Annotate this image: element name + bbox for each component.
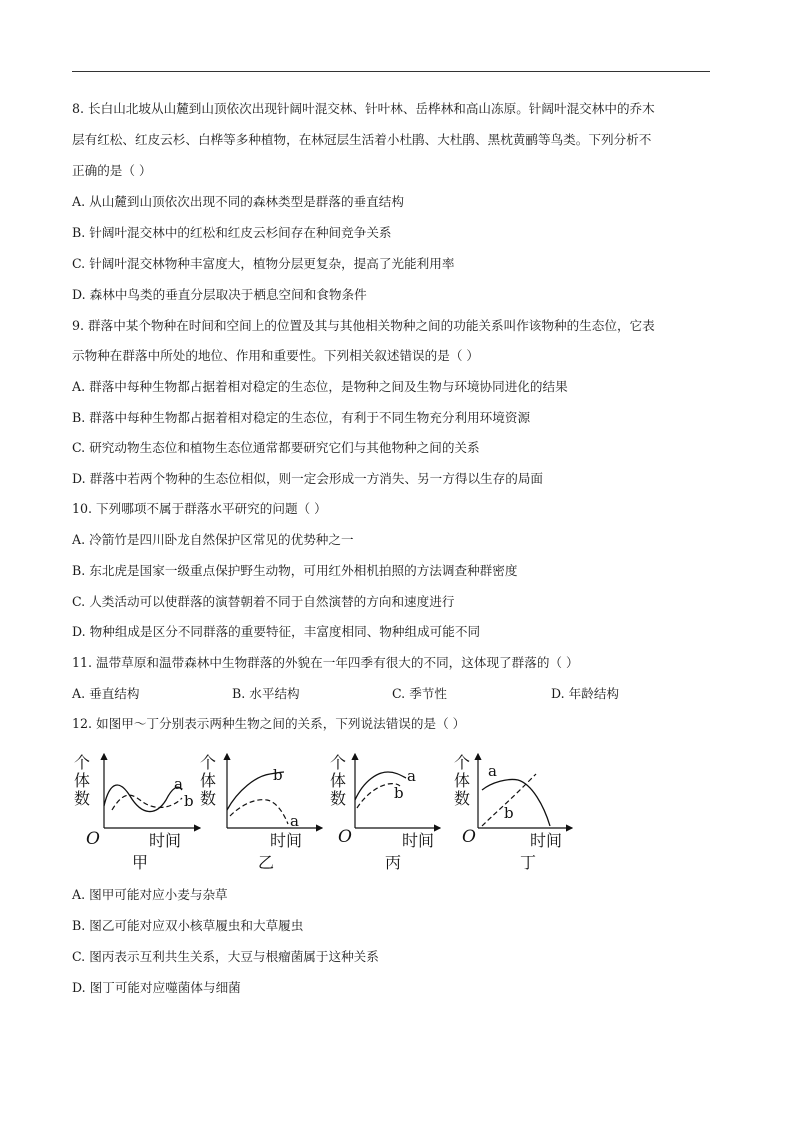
q8-stem-line2: 层有红松、红皮云杉、白桦等多种植物，在林冠层生活着小杜鹃、大杜鹃、黑枕黄鹂等鸟类。下列分析不 [72, 132, 652, 147]
q11-option-d: D. 年龄结构 [551, 686, 620, 701]
graph-bing-label-b: b [394, 784, 404, 802]
q12-option-d: D. 图丁可能对应噬菌体与细菌 [72, 980, 241, 995]
q10-option-a: A. 冷箭竹是四川卧龙自然保护区常见的优势种之一 [72, 532, 354, 547]
graph-yi-xlabel: 时间 [270, 831, 303, 850]
graph-ding-ylabel-3: 数 [454, 789, 471, 808]
graph-yi-title: 乙 [258, 853, 275, 872]
graph-jia-title: 甲 [132, 853, 149, 872]
q8-option-a: A. 从山麓到山顶依次出现不同的森林类型是群落的垂直结构 [72, 194, 404, 209]
graph-bing-ylabel-1: 个 [330, 753, 347, 772]
q10-option-d: D. 物种组成是区分不同群落的重要特征，丰富度相同、物种组成可能不同 [72, 624, 481, 639]
graph-yi-ylabel-1: 个 [200, 753, 217, 772]
graph-jia-ylabel-3: 数 [74, 789, 91, 808]
q12-stem: 12. 如图甲～丁分别表示两种生物之间的关系，下列说法错误的是（ ） [72, 716, 466, 731]
graph-yi-label-b: b [273, 766, 283, 784]
graph-yi-curve-a [230, 800, 288, 824]
q9-option-b: B. 群落中每种生物都占据着相对稳定的生态位，有利于不同生物充分利用环境资源 [72, 410, 531, 425]
header-rule [72, 71, 710, 72]
q8-stem-line1: 8. 长白山北坡从山麓到山顶依次出现针阔叶混交林、针叶林、岳桦林和高山冻原。针阔叶混交林中的乔木 [72, 101, 655, 116]
q8-stem-line3: 正确的是（ ） [72, 163, 152, 178]
graph-jia-label-a: a [174, 775, 183, 793]
graph-ding [454, 753, 572, 872]
graph-ding-ylabel-2: 体 [454, 771, 471, 790]
graph-jia-curve-a [104, 785, 182, 812]
graph-ding-ylabel-1: 个 [454, 753, 471, 772]
q11-option-c: C. 季节性 [392, 686, 447, 701]
graph-ding-label-b: b [504, 804, 514, 822]
graph-bing-xlabel: 时间 [402, 831, 435, 850]
q10-option-b: B. 东北虎是国家一级重点保护野生动物，可用红外相机拍照的方法调查种群密度 [72, 563, 518, 578]
q9-option-c: C. 研究动物生态位和植物生态位通常都要研究它们与其他物种之间的关系 [72, 440, 480, 455]
q12-graphs [72, 744, 592, 874]
q8-option-c: C. 针阔叶混交林物种丰富度大，植物分层更复杂，提高了光能利用率 [72, 256, 455, 271]
graph-ding-label-a: a [488, 762, 497, 780]
graph-yi-ylabel-3: 数 [200, 789, 217, 808]
q12-option-a: A. 图甲可能对应小麦与杂草 [72, 887, 228, 902]
graph-bing-label-a: a [407, 767, 416, 785]
graph-ding-title: 丁 [520, 853, 537, 872]
graph-ding-xlabel: 时间 [530, 831, 563, 850]
graph-jia-ylabel-2: 体 [74, 771, 91, 790]
graph-jia-origin: O [86, 829, 100, 849]
q9-option-a: A. 群落中每种生物都占据着相对稳定的生态位，是物种之间及生物与环境协同进化的结果 [72, 379, 568, 394]
graph-jia-curve-b [112, 795, 182, 810]
q11-stem: 11. 温带草原和温带森林中生物群落的外貌在一年四季有很大的不同，这体现了群落的（ ） [72, 655, 579, 670]
q12-option-b: B. 图乙可能对应双小核草履虫和大草履虫 [72, 918, 304, 933]
graph-bing-title: 丙 [385, 853, 402, 872]
graph-yi-label-a: a [290, 812, 299, 830]
q11-option-a: A. 垂直结构 [72, 686, 140, 701]
q8-option-b: B. 针阔叶混交林中的红松和红皮云杉间存在种间竞争关系 [72, 225, 392, 240]
q9-option-d: D. 群落中若两个物种的生态位相似，则一定会形成一方消失、另一方得以生存的局面 [72, 471, 544, 486]
q9-stem-line1: 9. 群落中某个物种在时间和空间上的位置及其与其他相关物种之间的功能关系叫作该物种的生态位，它表 [72, 318, 655, 333]
graph-yi [200, 753, 322, 872]
q11-option-b: B. 水平结构 [232, 686, 300, 701]
graph-bing [330, 753, 440, 872]
q8-option-d: D. 森林中鸟类的垂直分层取决于栖息空间和食物条件 [72, 287, 367, 302]
graph-jia-ylabel-1: 个 [74, 753, 91, 772]
graph-jia [74, 753, 200, 872]
q10-stem: 10. 下列哪项不属于群落水平研究的问题（ ） [72, 501, 327, 516]
graph-bing-ylabel-2: 体 [330, 771, 347, 790]
q12-graphs-figure [72, 744, 592, 874]
graph-ding-curve-a [482, 779, 550, 826]
graph-jia-label-b: b [184, 792, 194, 810]
graph-bing-ylabel-3: 数 [330, 789, 347, 808]
graph-ding-origin: O [462, 827, 476, 847]
graph-jia-xlabel: 时间 [149, 831, 182, 850]
graph-bing-origin: O [338, 827, 352, 847]
q9-stem-line2: 示物种在群落中所处的地位、作用和重要性。下列相关叙述错误的是（ ） [72, 348, 480, 363]
q10-option-c: C. 人类活动可以使群落的演替朝着不同于自然演替的方向和速度进行 [72, 594, 455, 609]
q12-option-c: C. 图丙表示互利共生关系，大豆与根瘤菌属于这种关系 [72, 949, 379, 964]
graph-yi-ylabel-2: 体 [200, 771, 217, 790]
